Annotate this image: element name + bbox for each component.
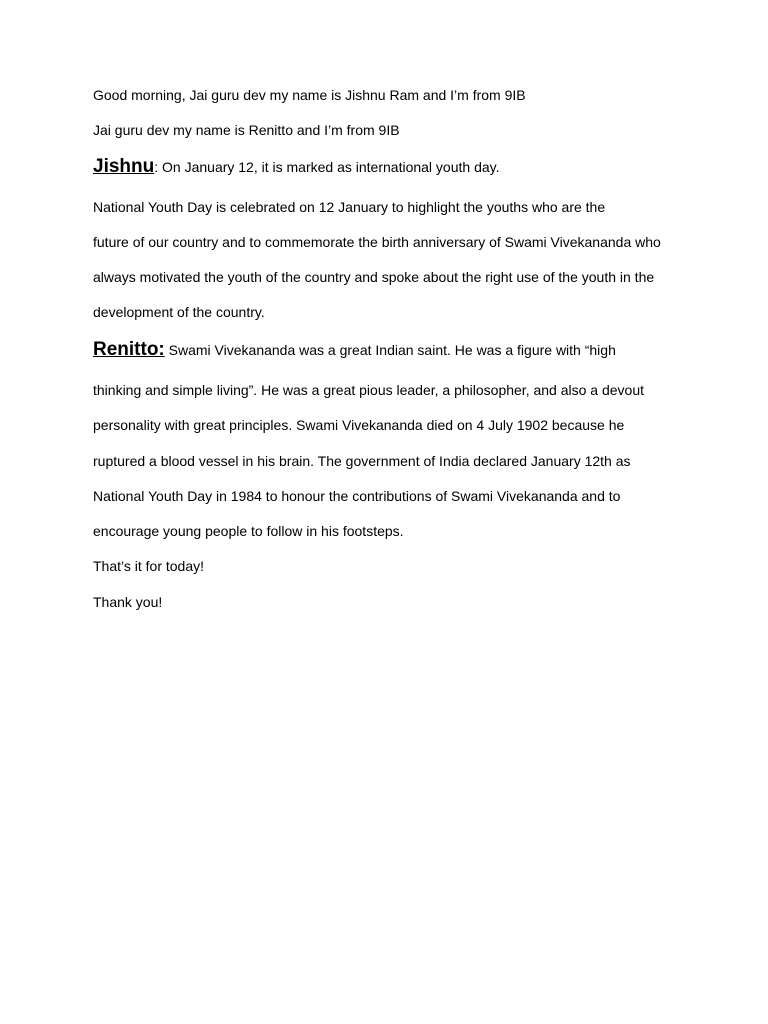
jishnu-line [93,158,500,176]
youth-para-line: development of the country. [93,304,265,320]
youth-para-line: always motivated the youth of the country and spoke about the right use of the youth in the [93,269,655,285]
vivekananda-para-line: encourage young people to follow in his footsteps. [93,523,404,539]
vivekananda-para-line: personality with great principles. Swami Vivekananda died on 4 July 1902 because he [93,417,625,433]
jishnu-text: : On January 12, it is marked as international youth day. [154,159,500,175]
greeting-line-jishnu: Good morning, Jai guru dev my name is Jishnu Ram and I’m from 9IB [93,87,526,103]
vivekananda-para-line: ruptured a blood vessel in his brain. The government of India declared January 12th as [93,453,631,469]
closing-line: That’s it for today! [93,558,205,574]
speaker-jishnu: Jishnu [93,156,155,177]
vivekananda-para-line: thinking and simple living”. He was a great pious leader, a philosopher, and also a devout [93,382,645,398]
speaker-renitto: Renitto: [93,339,165,360]
greeting-line-renitto: Jai guru dev my name is Renitto and I’m from 9IB [93,122,400,138]
renitto-text: Swami Vivekananda was a great Indian saint. He was a figure with “high [164,342,616,358]
youth-para-line: future of our country and to commemorate the birth anniversary of Swami Vivekananda who [93,234,661,250]
youth-para-line: National Youth Day is celebrated on 12 January to highlight the youths who are the [93,199,606,215]
renitto-line [93,341,616,359]
thank-you-line: Thank you! [93,594,163,610]
vivekananda-para-line: National Youth Day in 1984 to honour the contributions of Swami Vivekananda and to [93,488,621,504]
